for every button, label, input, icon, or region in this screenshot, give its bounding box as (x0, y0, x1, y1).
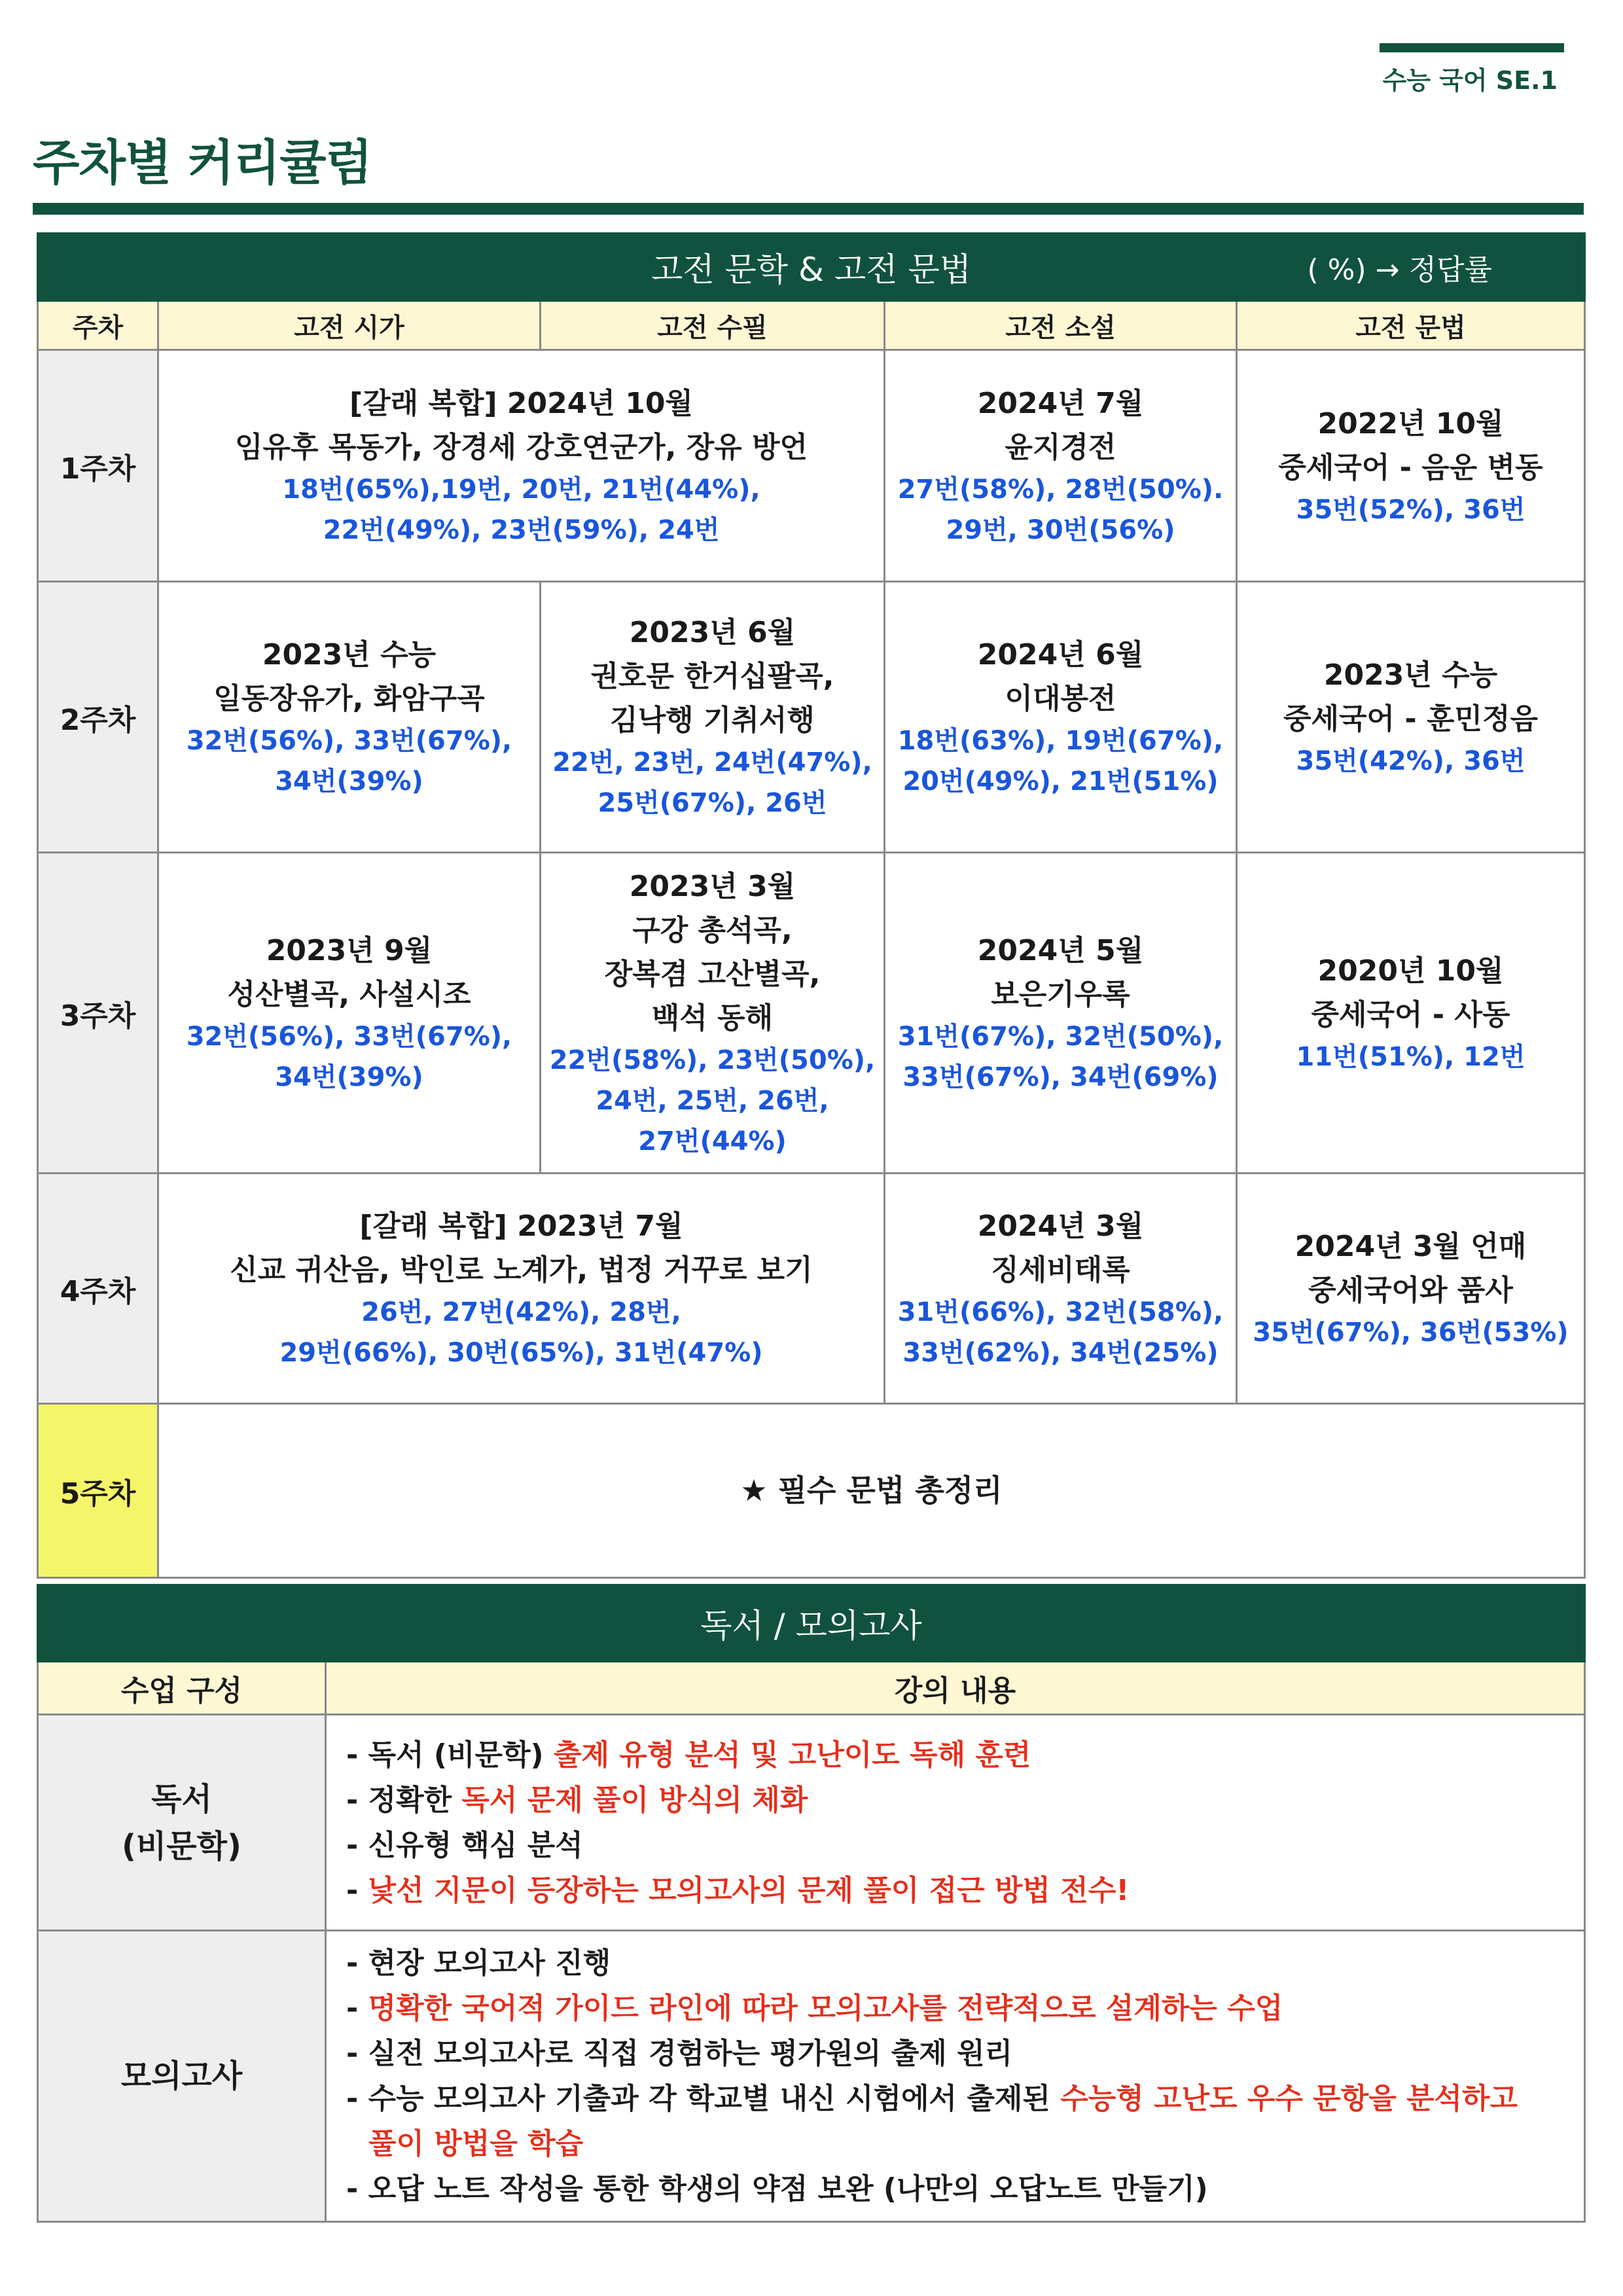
content-plain: - 수능 모의고사 기출과 각 학교별 내신 시험에서 출제된 (346, 2082, 1061, 2115)
content-line (346, 1732, 1564, 1778)
cell-title: 2024년 3월 (977, 1209, 1144, 1243)
cell-title: 중세국어 - 사동 (1311, 997, 1510, 1031)
grammar-review-cell (158, 1404, 1585, 1578)
content-plain: - 현장 모의고사 진행 (346, 1946, 611, 1980)
col-header-novel: 고전 소설 (885, 301, 1237, 350)
cell-title: 신교 귀산음, 박인로 노계가, 법정 거꾸로 보기 (230, 1253, 813, 1287)
cell-title: [갈래 복합] 2024년 10월 (349, 386, 693, 420)
content-emphasis: 풀이 방법을 학습 (368, 2127, 584, 2161)
table-row (38, 1931, 1585, 2222)
cell-title: 임유후 목동가, 장경세 강호연군가, 장유 방언 (234, 430, 808, 464)
category-line: 모의고사 (120, 2058, 243, 2094)
table-row (38, 1404, 1585, 1578)
question-list: 22번, 23번, 24번(47%), (552, 747, 872, 778)
category-line: (비문학) (122, 1827, 241, 1865)
content-emphasis: 독서 문제 풀이 방식의 체화 (461, 1783, 808, 1817)
table2-title: 독서 / 모의고사 (38, 1585, 1585, 1662)
category-reading (38, 1715, 326, 1931)
question-list: 29번, 30번(56%) (946, 514, 1175, 545)
question-list: 27번(58%), 28번(50%). (897, 474, 1224, 505)
table-row (38, 1715, 1585, 1931)
novel-cell (885, 350, 1237, 582)
question-list: 35번(42%), 36번 (1296, 745, 1525, 776)
question-list: 32번(56%), 33번(67%), (186, 1021, 512, 1052)
grammar-cell (1237, 350, 1585, 582)
cell-title: 중세국어와 품사 (1308, 1273, 1513, 1307)
reading-content (326, 1715, 1585, 1931)
content-line (346, 1823, 1564, 1868)
content-plain: - 독서 (비문학) (346, 1738, 554, 1772)
content-line (346, 1941, 1564, 1986)
cell-title: 2024년 3월 언매 (1294, 1229, 1527, 1263)
cell-title: 윤지경전 (1005, 430, 1116, 464)
cell-title: 2024년 5월 (977, 933, 1144, 967)
poetry-essay-cell (158, 1174, 885, 1404)
content-emphasis: 출제 유형 분석 및 고난이도 독해 훈련 (553, 1738, 1031, 1772)
cell-title: 구강 총석곡, (632, 913, 793, 947)
poetry-cell (158, 582, 541, 853)
week-label: 4주차 (38, 1174, 158, 1404)
content-plain: - 신유형 핵심 분석 (346, 1828, 583, 1862)
col-header-week: 주차 (38, 301, 158, 350)
cell-title: 2023년 6월 (629, 616, 796, 649)
col-header-essay: 고전 수필 (541, 301, 885, 350)
content-emphasis: 낯선 지문이 등장하는 모의고사의 문제 풀이 접근 방법 전수! (368, 1873, 1130, 1907)
question-list: 26번, 27번(42%), 28번, (361, 1297, 681, 1327)
question-list: 18번(65%),19번, 20번, 21번(44%), (282, 474, 760, 505)
week-label: 3주차 (38, 853, 158, 1174)
classic-curriculum-table (37, 232, 1586, 1579)
col-header-poetry: 고전 시가 (158, 301, 541, 350)
course-tag: 수능 국어 SE.1 (1382, 66, 1558, 95)
content-plain: - (346, 1992, 368, 2025)
mock-exam-content (326, 1931, 1585, 2222)
grammar-cell (1237, 1174, 1585, 1404)
question-list: 35번(67%), 36번(53%) (1253, 1317, 1569, 1348)
question-list: 34번(39%) (275, 766, 423, 797)
question-list: 35번(52%), 36번 (1296, 494, 1525, 525)
content-emphasis: 명확한 국어적 가이드 라인에 따라 모의고사를 전략적으로 설계하는 수업 (368, 1992, 1283, 2025)
cell-title: 권호문 한거십팔곡, (590, 660, 834, 693)
cell-title: 2023년 수능 (1323, 658, 1498, 692)
cell-title: 중세국어 - 음운 변동 (1278, 450, 1543, 484)
table-row (38, 1174, 1585, 1404)
content-line (346, 2031, 1564, 2076)
category-line: 독서 (151, 1780, 212, 1818)
col-header-grammar: 고전 문법 (1237, 301, 1585, 350)
question-list: 18번(63%), 19번(67%), (897, 725, 1224, 756)
question-list: 20번(49%), 21번(51%) (902, 766, 1219, 797)
table-row (38, 582, 1585, 853)
question-list: 25번(67%), 26번 (597, 788, 827, 818)
grammar-review-text: ★ 필수 문법 총정리 (740, 1473, 1003, 1508)
question-list: 22번(49%), 23번(59%), 24번 (323, 514, 720, 545)
cell-title: 2023년 수능 (262, 637, 437, 672)
content-line (346, 1986, 1564, 2031)
tag-accent-bar (1380, 43, 1564, 52)
content-line (346, 1778, 1564, 1823)
cell-title: 2024년 6월 (977, 637, 1144, 672)
cell-title: 2023년 9월 (266, 933, 433, 967)
grammar-cell (1237, 853, 1585, 1174)
content-plain: - 오답 노트 작성을 통한 학생의 약점 보완 (나만의 오답노트 만들기) (346, 2172, 1208, 2206)
novel-cell (885, 853, 1237, 1174)
cell-title: 백석 동해 (651, 1001, 774, 1035)
cell-title: 징세비태록 (991, 1253, 1130, 1287)
col-header-class: 수업 구성 (38, 1662, 326, 1715)
question-list: 32번(56%), 33번(67%), (186, 725, 512, 756)
question-list: 33번(67%), 34번(69%) (902, 1062, 1219, 1092)
category-mock-exam (38, 1931, 326, 2222)
content-line (346, 1868, 1564, 1913)
col-header-content: 강의 내용 (326, 1662, 1585, 1715)
cell-title: 김낙행 기취서행 (610, 704, 815, 737)
cell-title: 2024년 7월 (977, 386, 1144, 420)
cell-title: 장복겸 고산별곡, (604, 957, 821, 991)
content-line (346, 2121, 1564, 2166)
essay-cell (541, 853, 885, 1174)
week-label: 1주차 (38, 350, 158, 582)
question-list: 22번(58%), 23번(50%), (549, 1045, 876, 1075)
content-line (346, 2076, 1564, 2121)
title-divider (33, 203, 1584, 215)
question-list: 33번(62%), 34번(25%) (902, 1337, 1219, 1368)
content-plain: - 실전 모의고사로 직접 경험하는 평가원의 출제 원리 (346, 2037, 1013, 2070)
question-list: 34번(39%) (275, 1062, 423, 1092)
essay-cell (541, 582, 885, 853)
cell-title: 2023년 3월 (629, 869, 796, 903)
cell-title: 이대봉전 (1005, 681, 1116, 715)
question-list: 31번(66%), 32번(58%), (897, 1297, 1224, 1327)
question-list: 11번(51%), 12번 (1296, 1041, 1525, 1072)
cell-title: 2022년 10월 (1317, 406, 1504, 440)
cell-title: [갈래 복합] 2023년 7월 (359, 1209, 683, 1243)
content-line (346, 2166, 1564, 2212)
reading-mock-table (37, 1584, 1586, 2223)
week-label: 5주차 (38, 1404, 158, 1578)
cell-title: 성산별곡, 사설시조 (227, 977, 471, 1011)
content-plain: - (346, 1873, 368, 1907)
question-list: 24번, 25번, 26번, (596, 1085, 829, 1116)
week-label: 2주차 (38, 582, 158, 853)
table-row (38, 350, 1585, 582)
grammar-cell (1237, 582, 1585, 853)
question-list: 31번(67%), 32번(50%), (897, 1021, 1224, 1052)
content-emphasis: 수능형 고난도 우수 문항을 분석하고 (1060, 2082, 1518, 2115)
table-row (38, 853, 1585, 1174)
question-list: 27번(44%) (638, 1126, 787, 1157)
question-list: 29번(66%), 30번(65%), 31번(47%) (279, 1337, 763, 1368)
poetry-essay-cell (158, 350, 885, 582)
cell-title: 보은기우록 (991, 977, 1130, 1011)
cell-title: 중세국어 - 훈민정음 (1283, 702, 1538, 736)
table1-title: 고전 문학 & 고전 문법 (651, 251, 971, 289)
cell-title: 일동장유가, 화암구곡 (213, 681, 485, 715)
page-title: 주차별 커리큘럼 (33, 135, 372, 191)
novel-cell (885, 1174, 1237, 1404)
cell-title: 2020년 10월 (1317, 954, 1504, 988)
poetry-cell (158, 853, 541, 1174)
novel-cell (885, 582, 1237, 853)
content-plain: - 정확한 (346, 1783, 462, 1817)
rate-note: ( %) → 정답률 (1307, 253, 1493, 287)
